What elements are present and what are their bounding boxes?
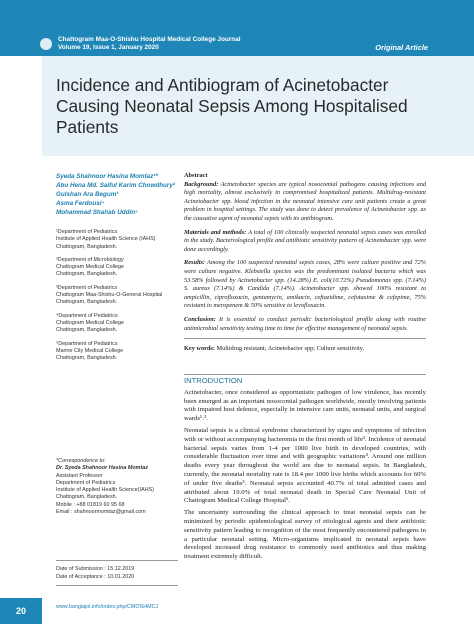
affiliation-city: Chattogram, Bangladesh. [56,355,118,362]
affiliation-item [56,313,178,335]
correspondence-email[interactable]: Email : shahnoormomtaz@gmail.com [56,509,146,516]
abstract-label: Materials and methods: [184,228,247,236]
affiliation-dept: ²Department of Microbiology [56,256,124,263]
affiliation-inst: Institute of Applied Health Science (IAHS) [56,236,156,243]
author-column [56,172,178,368]
affiliation-dept: ³Department of Pediatrics [56,284,118,291]
abstract-background [184,181,426,224]
submission-date: Date of Submission : 15.12.2019 [56,566,135,572]
abstract-methods [184,229,426,255]
introduction-paragraph: Neonatal sepsis is a clinical syndrome characterized by signs and symptoms of infection with or without accompanying bacteremia in the first month of life³. Incidence of neonatal bacterial sepsis varies from 1-4 per 1000 live birth in developed countries, with considerable fluctuation over time and with geographic variations⁴. Around one million deaths every year throughout the world are due to neonatal sepsis. In Bangladesh, currently, the neonatal mortality rate is 18.4 per 1000 live births which accounts for 60% of under five deaths⁵. Neonatal sepsis accounted 40.7% of total admitted cases and attributed about 19.0% of total neonatal death in Special Care Neonatal Unit of Chattogram Medical College Hospital⁶. [184,426,426,505]
journal-web-link[interactable]: www.banglajol.info/index.php/CMOSHMCJ [56,604,159,610]
divider [184,338,426,339]
abstract-text: Acinetobacter species are typical nosocomial pathogens causing infections and high mortality, almost exclusively in compromised hospitalized patients. Multidrug-resistant Acinetobacter spp. blood infection in the neonatal intensive care unit patients create a great problem in hospital settings. The study was done to detect prevalence of Acinetobacter spp. as the causative agent of neonatal sepsis with its antibiogram. [184,180,427,222]
abstract-text: Among the 100 suspected neonatal sepsis cases, 28% were culture positive and 72% were culture negative. Klebsiella species was the predominant isolated bacteria which was 53.58% followed by Acinetobacter spp. (14.28%) E. coli(10.72%) Pseudomonas spp. (7.14%) S. aureus (7.14%) & Candida (7.14%). Acinetobacter spp. showed 100% resistant to ampicillin, ciprofloxacin, gentamycin, amikacin, ceftazidime, cefotaxime & cefepime, 75% resistant to meropenem & 50% sensitive to levofloxacin. [184,259,426,310]
author-name: Asma Ferdousi⁴ [56,200,105,207]
affiliation-city: Chattogram, Bangladesh. [56,327,118,334]
abstract-label: Conclusion: [184,315,216,323]
left-margin-strip [0,56,42,632]
affiliation-inst: Chattogram Maa-Shishu-O-General Hospital [56,292,163,299]
affiliation-city: Chattogram, Bangladesh. [56,243,118,250]
introduction-paragraph: Acinetobacter, once considered as opportunistic pathogen of low virulence, has recently been emerged as an important nosocomial pathogen worldwide, mostly involving patients with impaired host defence, especially in intensive care units, neonatal units, and surgical wards¹˒². [184,388,426,423]
page-number: 20 [0,598,42,624]
author-name: Gulshan Ara Begum³ [56,191,119,198]
article-title: Incidence and Antibiogram of Acinetobacter Causing Neonatal Sepsis Among Hospitalised Patients [56,75,408,137]
correspondence-line: Institute of Applied Health Science(IAHS) [56,487,154,494]
journal-volume: Volume 19, Issue 1, January 2020 [58,44,159,51]
affiliation-item [56,257,178,279]
abstract-conclusion [184,316,426,333]
correspondence-line: Chattogram, Bangladesh. [56,494,118,501]
divider [56,560,178,561]
keywords [184,345,426,354]
abstract-results [184,259,426,311]
author-name: Abu Hena Md. Saiful Karim Chowdhury² [56,182,175,189]
affiliation-inst: Chattogram Medical College [56,264,125,271]
keywords-label: Key words: [184,345,215,353]
affiliation-dept: ⁵Department of Pediatrics [56,340,118,347]
correspondence-line: Assistant Professor [56,472,103,479]
author-name: Mohammad Shahab Uddin⁵ [56,209,138,216]
divider [56,585,178,586]
abstract-label: Background: [184,180,219,188]
abstract-heading: Abstract [184,172,208,179]
correspondence-name: Dr. Syeda Shahnoor Hasina Momtaz [56,465,148,472]
correspondence-line: Department of Pediatrics [56,479,116,486]
journal-logo-icon [40,38,52,50]
affiliation-city: Chattogram, Bangladesh. [56,271,118,278]
abstract-label: Results: [184,259,205,267]
correspondence-label: *Correspondence to: [56,458,106,464]
abstract-text: A total of 100 clinically suspected neonatal sepsis cases was enrolled in the study. Bacteriological profile and antibiotic sensitivity pattern of Acinetobacter spp. were done accordingly. [184,228,427,253]
introduction-section [184,374,426,565]
correspondence-mobile: Mobile : +88 01819 60 95 68 [56,501,125,508]
affiliation-dept: ⁴Department of Pediatrics [56,312,118,319]
author-list [56,172,178,217]
journal-header-bar [0,0,474,56]
keywords-text: Multidrug resistant; Acinetobacter spp; Culture sensitivity. [216,345,365,353]
article-type-badge: Original Article [375,43,428,52]
acceptance-date: Date of Acceptance : 10.01.2020 [56,574,135,580]
affiliation-city: Chattogram, Bangladesh. [56,299,118,306]
introduction-paragraph: The uncertainty surrounding the clinical approach to treat neonatal sepsis can be minimized by periodic epidemiological survey of etiological agents and their antibiotic sensitivity pattern leading to recognition of the most frequently encountered pathogens in a particular neonatal setting. Micro-organisms implicated in neonatal sepsis have developed increased drug resistance to commonly used antibiotics and thus making treatment extremely difficult. [184,509,426,561]
affiliation-inst: Marine City Medical College [56,347,124,354]
correspondence-block [56,458,178,516]
affiliation-item [56,341,178,363]
journal-name: Chattogram Maa-O-Shishu Hospital Medical College Journal [58,36,241,43]
affiliation-inst: Chattogram Medical College [56,319,125,326]
introduction-heading: INTRODUCTION [184,374,426,386]
affiliation-item [56,229,178,251]
dates-block [56,556,178,590]
abstract-text: It is essential to conduct periodic bacteriological profile along with routine antimicrobial sensitivity testing time to time for effective management of neonatal sepsis. [184,315,426,332]
affiliation-dept: ¹Department of Pediatrics [56,229,118,235]
journal-info [58,36,241,52]
affiliation-list [56,229,178,362]
affiliation-item [56,285,178,307]
abstract-section [184,172,426,354]
author-name: Syeda Shahnoor Hasina Momtaz¹* [56,173,158,180]
